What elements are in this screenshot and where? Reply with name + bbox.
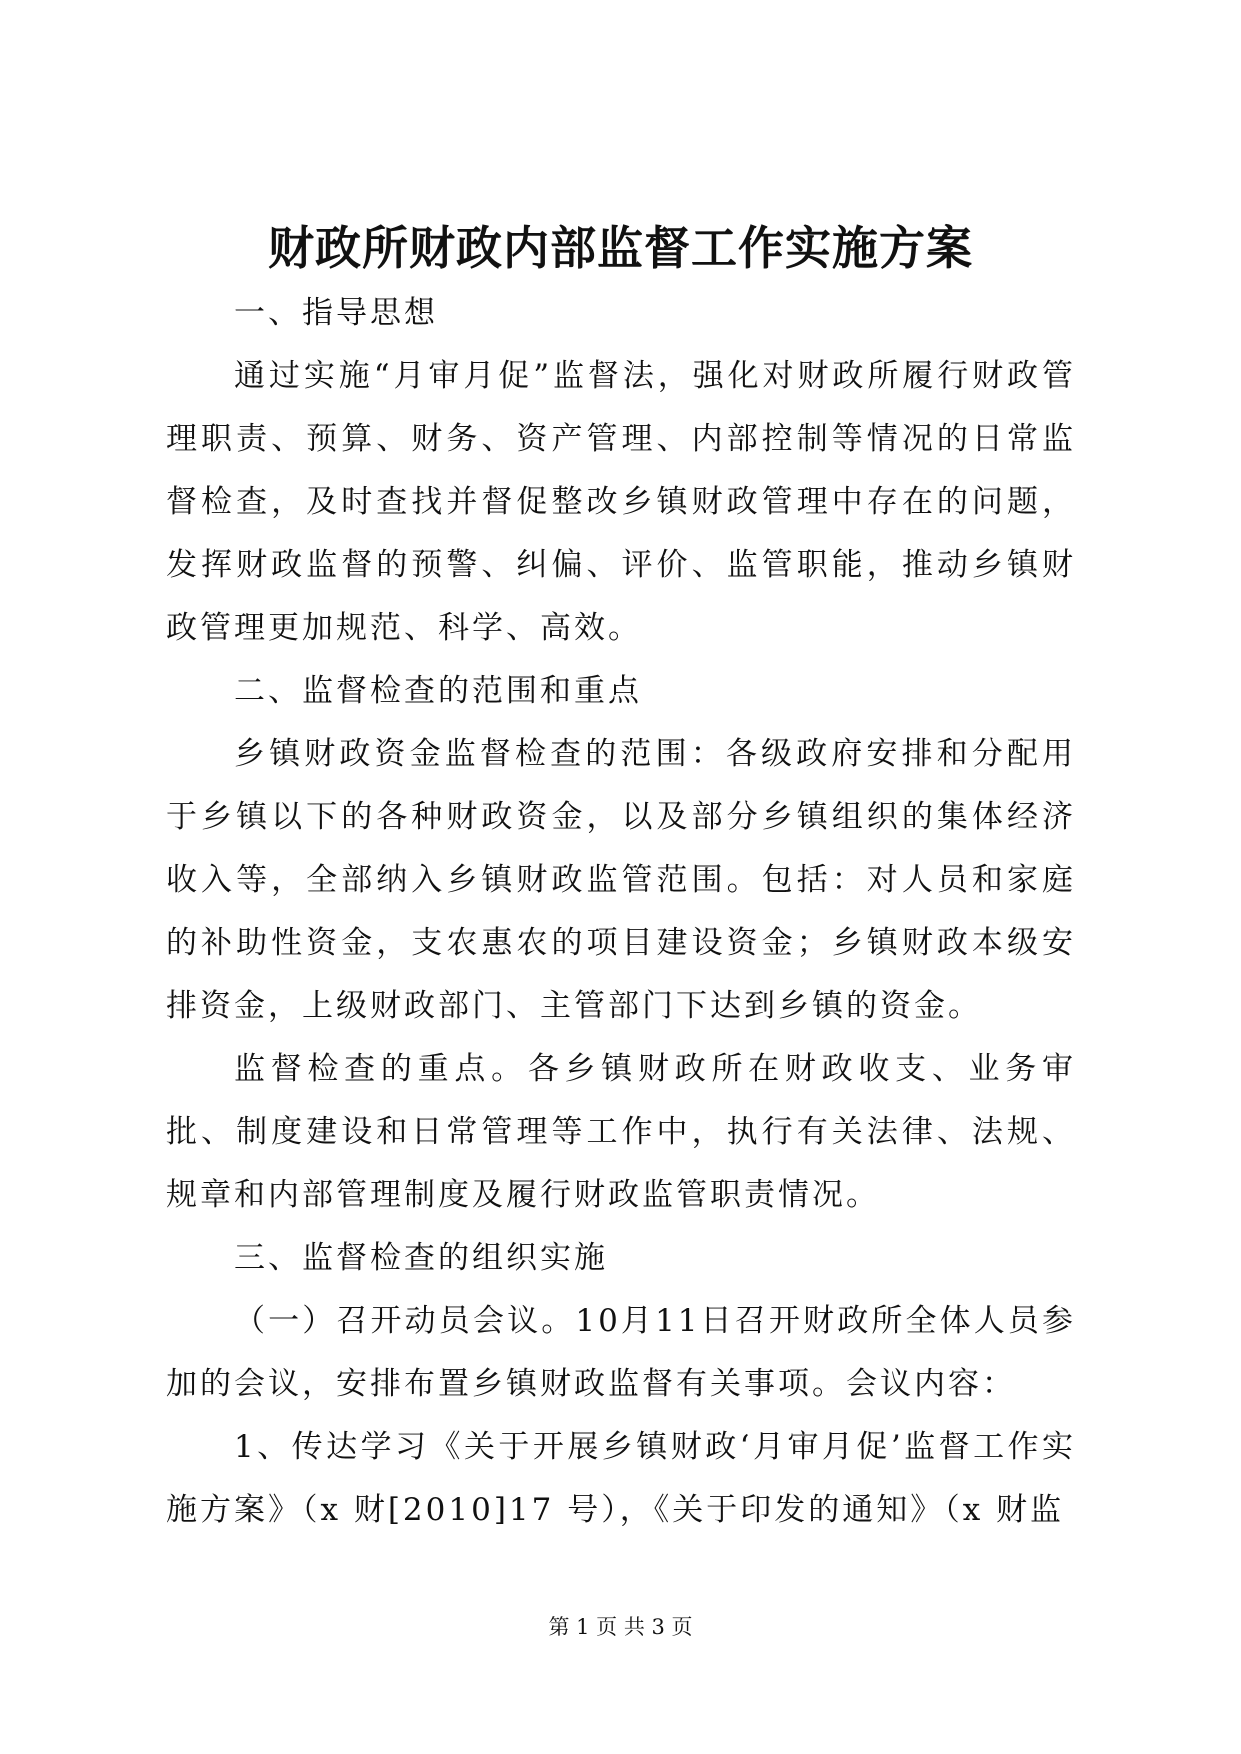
paragraph-focus: 监督检查的重点。各乡镇财政所在财政收支、业务审批、制度建设和日常管理等工作中，执行有关法律、法规、规章和内部管理制度及履行财政监管职责情况。 [166, 1051, 1076, 1213]
paragraph-mobilization-meeting: （一）召开动员会议。10月11日召开财政所全体人员参加的会议，安排布置乡镇财政监督有关事项。会议内容： [166, 1303, 1076, 1402]
paragraph-item-1: 1、传达学习《关于开展乡镇财政‘月审月促’监督工作实施方案》（x 财[2010]17 号），《关于印发的通知》（x 财监 [166, 1429, 1076, 1528]
section-heading-guiding-thought: 一、指导思想 [234, 295, 438, 331]
paragraph-guiding-thought: 通过实施“月审月促”监督法，强化对财政所履行财政管理职责、预算、财务、资产管理、内部控制等情况的日常监督检查，及时查找并督促整改乡镇财政管理中存在的问题，发挥财政监督的预警、纠偏、评价、监管职能，推动乡镇财政管理更加规范、科学、高效。 [166, 358, 1076, 646]
document-title: 财政所财政内部监督工作实施方案 [268, 221, 973, 275]
page-footer: 第 1 页 共 3 页 [548, 1615, 693, 1639]
section-heading-implementation: 三、监督检查的组织实施 [234, 1240, 608, 1276]
document-body [166, 282, 1076, 1542]
section-heading-scope: 二、监督检查的范围和重点 [234, 673, 642, 709]
paragraph-scope: 乡镇财政资金监督检查的范围：各级政府安排和分配用于乡镇以下的各种财政资金，以及部分乡镇组织的集体经济收入等，全部纳入乡镇财政监管范围。包括：对人员和家庭的补助性资金，支农惠农的项目建设资金；乡镇财政本级安排资金，上级财政部门、主管部门下达到乡镇的资金。 [166, 736, 1076, 1024]
